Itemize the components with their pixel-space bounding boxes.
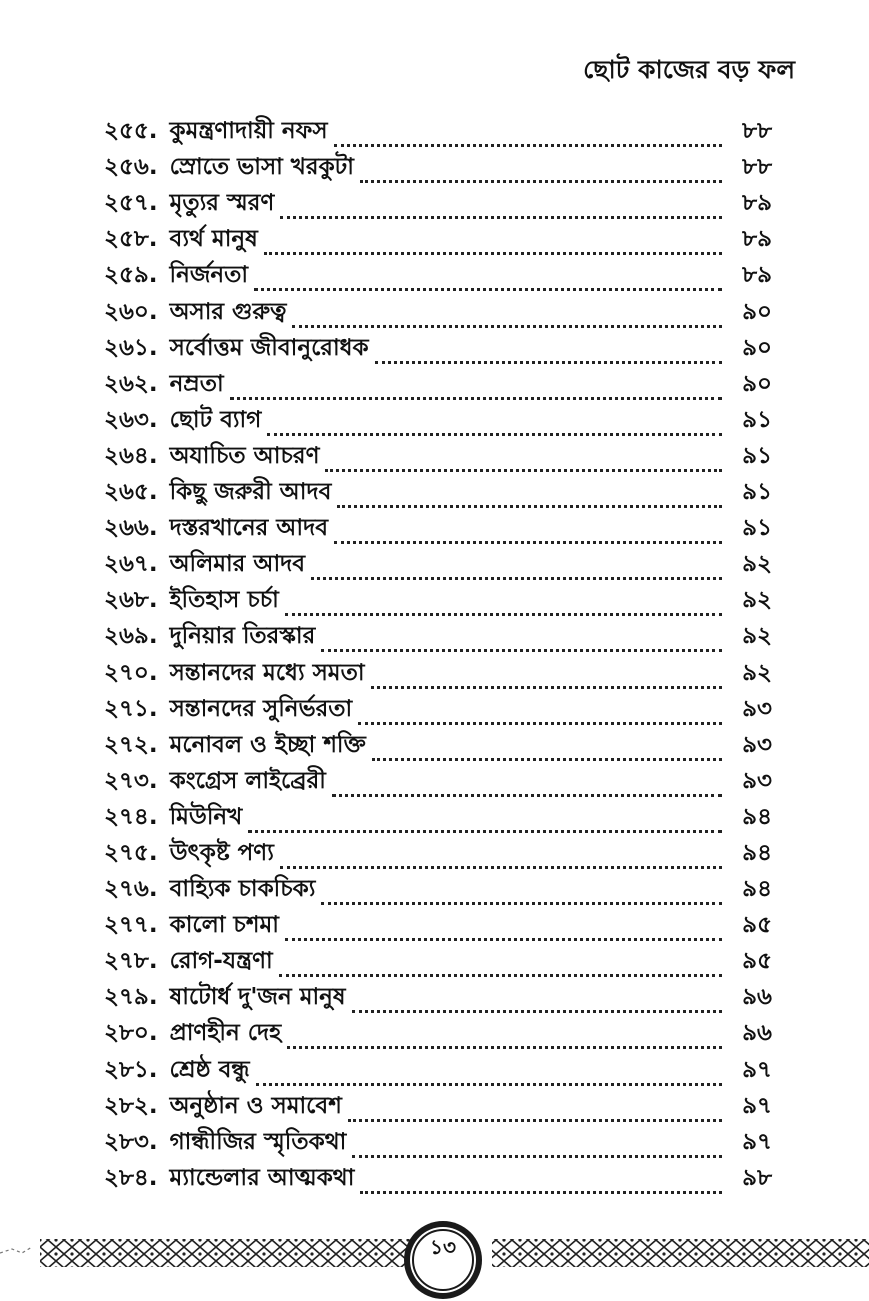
toc-entry-title: দস্তরখানের আদব bbox=[169, 515, 328, 542]
dot-leader bbox=[360, 180, 722, 183]
dot-leader bbox=[337, 505, 722, 508]
toc-entry-page: ৯১ bbox=[742, 442, 772, 469]
toc-entry-page: ৯০ bbox=[742, 298, 772, 325]
toc-entry-page: ৮৮ bbox=[742, 154, 772, 181]
toc-entry bbox=[104, 620, 772, 656]
toc-entry-title: নির্জনতা bbox=[169, 262, 249, 289]
toc-entry-page: ৯২ bbox=[742, 587, 772, 614]
toc-entry bbox=[104, 187, 772, 223]
toc-entry-number: ২৭৫. bbox=[104, 839, 158, 866]
toc-entry-number: ২৬৩. bbox=[104, 406, 158, 433]
toc-entry-page: ৯৪ bbox=[742, 876, 772, 903]
toc-entry-page: ৯১ bbox=[742, 479, 772, 506]
toc-entry bbox=[104, 1053, 772, 1089]
toc-entry bbox=[104, 837, 772, 873]
toc-entry bbox=[104, 765, 772, 801]
dot-leader bbox=[230, 397, 722, 400]
toc-entry-number: ২৭৬. bbox=[104, 876, 158, 903]
toc-entry-number: ২৮৩. bbox=[104, 1128, 158, 1155]
toc-entry-title: প্রাণহীন দেহ bbox=[169, 1020, 282, 1047]
toc-entry-page: ৯৬ bbox=[742, 1020, 772, 1047]
dot-leader bbox=[256, 1083, 722, 1086]
dot-leader bbox=[334, 541, 722, 544]
toc-entry-title: কংগ্রেস লাইব্রেরী bbox=[169, 767, 326, 794]
toc-entry-number: ২৬২. bbox=[104, 370, 158, 397]
toc-entry-number: ২৫৫. bbox=[104, 118, 158, 145]
dot-leader bbox=[375, 361, 722, 364]
toc-entry-title: ছোট ব্যাগ bbox=[169, 406, 262, 433]
toc-entry-number: ২৬৫. bbox=[104, 479, 158, 506]
toc-entry-number: ২৫৭. bbox=[104, 190, 158, 217]
toc-entry-number: ২৭১. bbox=[104, 695, 158, 722]
toc-entry bbox=[104, 151, 772, 187]
dot-leader bbox=[325, 469, 722, 472]
toc-entry-page: ৯২ bbox=[742, 659, 772, 686]
dot-leader bbox=[311, 577, 722, 580]
toc-entry-title: অলিমার আদব bbox=[169, 551, 306, 578]
toc-entry-page: ৯৭ bbox=[742, 1056, 772, 1083]
toc-entry-page: ৯২ bbox=[742, 551, 772, 578]
toc-entry-page: ৮৯ bbox=[742, 262, 772, 289]
dot-leader bbox=[267, 433, 722, 436]
dot-leader bbox=[285, 613, 722, 616]
toc-entry-number: ২৭৮. bbox=[104, 948, 158, 975]
toc-entry-number: ২৭৯. bbox=[104, 984, 158, 1011]
toc-entry bbox=[104, 981, 772, 1017]
dot-leader bbox=[358, 722, 722, 725]
toc-entry bbox=[104, 404, 772, 440]
toc-entry-title: অনুষ্ঠান ও সমাবেশ bbox=[169, 1092, 342, 1119]
toc-entry-title: রোগ-যন্ত্রণা bbox=[169, 948, 273, 975]
toc-entry-title: দুনিয়ার তিরস্কার bbox=[169, 623, 316, 650]
toc-entry bbox=[104, 223, 772, 259]
toc-entry-title: অযাচিত আচরণ bbox=[169, 442, 320, 469]
toc-entry-number: ২৬০. bbox=[104, 298, 158, 325]
toc-entry bbox=[104, 259, 772, 295]
toc-entry bbox=[104, 440, 772, 476]
toc-entry-number: ২৫৮. bbox=[104, 226, 158, 253]
toc-entry-number: ২৭৩. bbox=[104, 767, 158, 794]
toc-entry bbox=[104, 873, 772, 909]
dot-leader bbox=[332, 794, 722, 797]
dot-leader bbox=[285, 938, 722, 941]
toc-entry bbox=[104, 1017, 772, 1053]
toc-entry bbox=[104, 1090, 772, 1126]
toc-entry bbox=[104, 1126, 772, 1162]
toc-entry-page: ৮৯ bbox=[742, 190, 772, 217]
toc-entry-page: ৯৫ bbox=[742, 912, 772, 939]
toc-entry-title: সন্তানদের সুনির্ভরতা bbox=[169, 695, 353, 722]
dot-leader bbox=[264, 252, 722, 255]
toc-entry bbox=[104, 945, 772, 981]
decorative-border bbox=[0, 1219, 869, 1267]
toc-entry-title: নম্রতা bbox=[169, 370, 224, 397]
toc-entry bbox=[104, 368, 772, 404]
toc-entry-title: কুমন্ত্রণাদায়ী নফস bbox=[169, 118, 328, 145]
toc-entry-title: গান্ধীজির স্মৃতিকথা bbox=[169, 1128, 347, 1155]
dot-leader bbox=[352, 1155, 722, 1158]
toc-entry bbox=[104, 693, 772, 729]
toc-entry-number: ২৫৯. bbox=[104, 262, 158, 289]
toc-entry-title: বাহ্যিক চাকচিক্য bbox=[169, 876, 316, 903]
toc-entry-title: মৃত্যুর স্মরণ bbox=[169, 190, 275, 217]
dot-leader bbox=[280, 216, 722, 219]
dot-leader bbox=[279, 974, 722, 977]
toc-entry bbox=[104, 909, 772, 945]
toc-entry bbox=[104, 1162, 772, 1198]
toc-entry-number: ২৮০. bbox=[104, 1020, 158, 1047]
toc-entry-page: ৯৪ bbox=[742, 803, 772, 830]
running-header: ছোট কাজের বড় ফল bbox=[583, 55, 795, 84]
toc-entry-number: ২৮১. bbox=[104, 1056, 158, 1083]
toc-entry-page: ৯০ bbox=[742, 334, 772, 361]
dot-leader bbox=[254, 288, 722, 291]
dot-leader bbox=[372, 758, 722, 761]
toc-entry bbox=[104, 512, 772, 548]
toc-entry-number: ২৬৭. bbox=[104, 551, 158, 578]
dot-leader bbox=[280, 866, 722, 869]
toc-entry bbox=[104, 332, 772, 368]
dot-leader bbox=[292, 325, 722, 328]
toc-entry bbox=[104, 584, 772, 620]
toc-entry-title: মিউনিখ bbox=[169, 803, 243, 830]
toc-entry-title: কালো চশমা bbox=[169, 912, 279, 939]
dot-leader bbox=[334, 144, 722, 147]
toc-entry-title: সর্বোত্তম জীবানুরোধক bbox=[169, 334, 369, 361]
toc-entry-title: সন্তানদের মধ্যে সমতা bbox=[169, 659, 365, 686]
page-number-medallion bbox=[402, 1219, 484, 1301]
toc-entry-title: ষাটোর্ধ দু'জন মানুষ bbox=[169, 984, 346, 1011]
dot-leader bbox=[348, 1119, 722, 1122]
toc-entry-number: ২৭৪. bbox=[104, 803, 158, 830]
toc-entry bbox=[104, 801, 772, 837]
toc-entry-page: ৯২ bbox=[742, 623, 772, 650]
toc-entry bbox=[104, 295, 772, 331]
table-of-contents bbox=[104, 115, 772, 1198]
toc-entry-page: ৯৫ bbox=[742, 948, 772, 975]
toc-entry-title: স্রোতে ভাসা খরকুটা bbox=[169, 154, 354, 181]
toc-entry-page: ৯৮ bbox=[742, 1164, 772, 1191]
toc-entry-page: ৯৩ bbox=[742, 695, 772, 722]
dot-leader bbox=[360, 1191, 722, 1194]
toc-entry-page: ৯৭ bbox=[742, 1092, 772, 1119]
dot-leader bbox=[371, 686, 722, 689]
toc-entry-number: ২৭২. bbox=[104, 731, 158, 758]
toc-entry bbox=[104, 115, 772, 151]
dot-leader bbox=[321, 649, 722, 652]
toc-entry-page: ৯০ bbox=[742, 370, 772, 397]
toc-entry-number: ২৭৭. bbox=[104, 912, 158, 939]
toc-entry-page: ৯১ bbox=[742, 406, 772, 433]
toc-entry-number: ২৬৮. bbox=[104, 587, 158, 614]
toc-entry bbox=[104, 548, 772, 584]
toc-entry-number: ২৬৬. bbox=[104, 515, 158, 542]
toc-entry-title: শ্রেষ্ঠ বন্ধু bbox=[169, 1056, 250, 1083]
toc-entry-number: ২৫৬. bbox=[104, 154, 158, 181]
toc-entry-title: ব্যর্থ মানুষ bbox=[169, 226, 258, 253]
dot-leader bbox=[321, 902, 722, 905]
dot-leader bbox=[248, 830, 722, 833]
dot-leader bbox=[352, 1010, 722, 1013]
toc-entry bbox=[104, 656, 772, 692]
toc-entry-number: ২৬৪. bbox=[104, 442, 158, 469]
toc-entry-number: ২৬১. bbox=[104, 334, 158, 361]
toc-entry-number: ২৬৯. bbox=[104, 623, 158, 650]
toc-entry-page: ৯৪ bbox=[742, 839, 772, 866]
toc-entry-title: ম্যান্ডেলার আত্মকথা bbox=[169, 1164, 355, 1191]
dot-leader bbox=[287, 1046, 722, 1049]
toc-entry-page: ৯৭ bbox=[742, 1128, 772, 1155]
toc-entry-title: অসার গুরুত্ব bbox=[169, 298, 287, 325]
page-number: ১৩ bbox=[430, 1235, 456, 1259]
toc-entry-title: কিছু জরুরী আদব bbox=[169, 479, 332, 506]
toc-entry-number: ২৮২. bbox=[104, 1092, 158, 1119]
toc-entry-page: ৮৯ bbox=[742, 226, 772, 253]
toc-entry-page: ৯৩ bbox=[742, 767, 772, 794]
toc-entry-title: ইতিহাস চর্চা bbox=[169, 587, 279, 614]
toc-entry-number: ২৮৪. bbox=[104, 1164, 158, 1191]
toc-entry bbox=[104, 729, 772, 765]
toc-entry-title: উৎকৃষ্ট পণ্য bbox=[169, 839, 274, 866]
toc-entry-page: ৮৮ bbox=[742, 118, 772, 145]
toc-entry-page: ৯৩ bbox=[742, 731, 772, 758]
toc-entry-page: ৯১ bbox=[742, 515, 772, 542]
toc-entry-page: ৯৬ bbox=[742, 984, 772, 1011]
toc-entry-title: মনোবল ও ইচ্ছা শক্তি bbox=[169, 731, 366, 758]
toc-entry-number: ২৭০. bbox=[104, 659, 158, 686]
toc-entry bbox=[104, 476, 772, 512]
